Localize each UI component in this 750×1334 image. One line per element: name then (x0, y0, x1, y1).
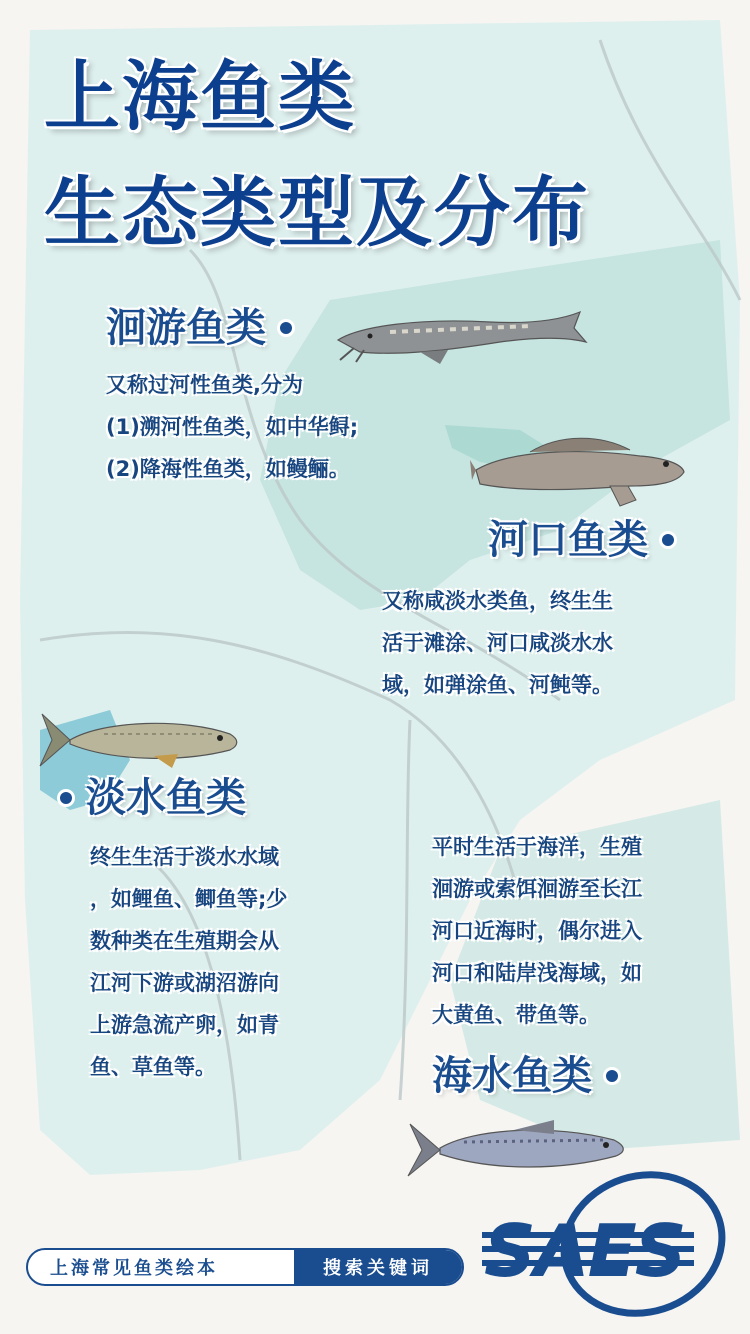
heading-estuary-label: 河口鱼类 (488, 517, 648, 563)
sturgeon-illustration (330, 298, 590, 368)
search-keyword-button[interactable]: 搜索关键词 (294, 1250, 462, 1284)
bullet-dot-icon (280, 322, 292, 334)
text-line: 河口和陆岸浅海域，如 (432, 961, 642, 985)
heading-marine-label: 海水鱼类 (432, 1053, 592, 1099)
mudskipper-illustration (470, 430, 690, 510)
heading-freshwater (60, 774, 246, 822)
footer-series-name: 上海常见鱼类绘本 (50, 1258, 218, 1279)
text-line: 又称过河性鱼类,分为 (106, 373, 303, 397)
svg-text:SAES: SAES (484, 1209, 685, 1293)
grass-carp-illustration (34, 704, 244, 774)
text-line: (2)降海性鱼类，如鳗鲡。 (106, 457, 350, 481)
text-line: 数种类在生殖期会从 (90, 929, 279, 953)
heading-marine (432, 1052, 618, 1100)
text-line: 大黄鱼、带鱼等。 (432, 1003, 600, 1027)
text-freshwater (90, 836, 287, 1088)
heading-estuary (488, 516, 674, 564)
text-line: 河口近海时，偶尔进入 (432, 919, 642, 943)
text-line: 平时生活于海洋，生殖 (432, 835, 642, 859)
title-line-2: 生态类型及分布 (44, 168, 590, 257)
bullet-dot-icon (662, 534, 674, 546)
text-line: ，如鲤鱼、鲫鱼等;少 (90, 887, 288, 911)
text-marine (432, 826, 642, 1036)
text-line: 洄游或索饵洄游至长江 (432, 877, 642, 901)
text-line: 终生生活于淡水水域 (90, 845, 279, 869)
text-line: 江河下游或湖沼游向 (90, 971, 279, 995)
heading-freshwater-label: 淡水鱼类 (86, 775, 246, 821)
text-line: 又称咸淡水类鱼，终生生 (382, 589, 613, 613)
text-estuary (382, 580, 613, 706)
text-line: 鱼、草鱼等。 (90, 1055, 216, 1079)
heading-migratory-label: 洄游鱼类 (106, 305, 266, 351)
text-line: (1)溯河性鱼类，如中华鲟; (106, 415, 359, 439)
bullet-dot-icon (606, 1070, 618, 1082)
text-line: 上游急流产卵，如青 (90, 1013, 279, 1037)
heading-migratory (106, 304, 292, 352)
bullet-dot-icon (60, 792, 72, 804)
text-line: 域，如弹涂鱼、河鲀等。 (382, 673, 613, 697)
saes-logo (478, 1160, 738, 1320)
footer-bar[interactable] (26, 1248, 464, 1286)
text-line: 活于滩涂、河口咸淡水水 (382, 631, 613, 655)
text-migratory (106, 364, 358, 490)
title-line-1: 上海鱼类 (44, 52, 356, 141)
